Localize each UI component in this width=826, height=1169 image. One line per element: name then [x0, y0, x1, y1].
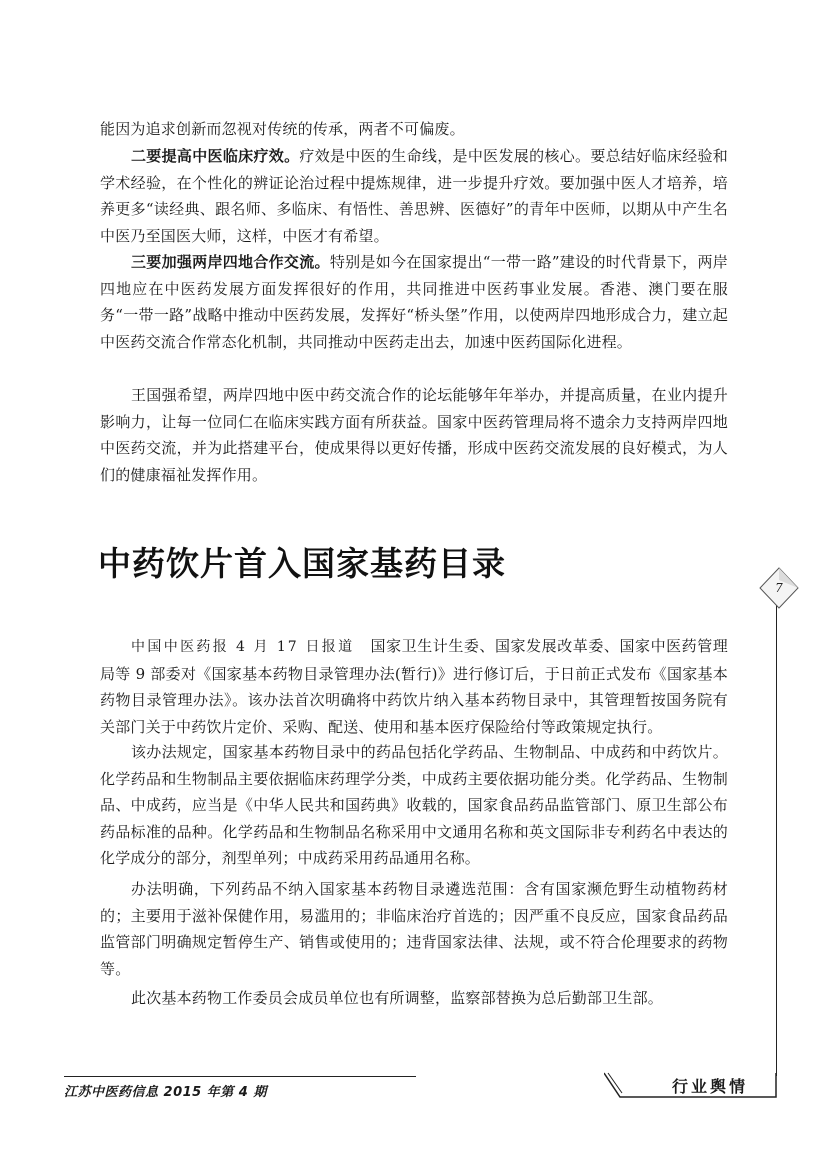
article-paragraph-2: 该办法规定，国家基本药物目录中的药品包括化学药品、生物制品、中成药和中药饮片。化学药品和生物制品主要依据临床药理学分类，中成药主要依据功能分类。化学药品、生物制品、中成药，应当是《中华人民共和国药典》收载的，国家食品药品监管部门、原卫生部公布药品标准的品种。化学药品和生物制品名称采用中文通用名称和英文国际非专利药名中表达的化学成分的部分，剂型单列；中成药采用药品通用名称。: [100, 743, 728, 868]
footer-rule: [64, 1076, 416, 1077]
paragraph-heading: 三要加强两岸四地合作交流。: [131, 253, 330, 271]
paragraph-heading: 二要提高中医临床疗效。: [131, 147, 300, 165]
article-title: 中药饮片首入国家基药目录: [98, 544, 506, 583]
paragraph-continuation: 能因为追求创新而忽视对传统的传承，两者不可偏废。: [100, 120, 465, 138]
paragraph-closing: 王国强希望，两岸四地中医中药交流合作的论坛能够年年举办，并提高质量，在业内提升影响力，让每一位同仁在临床实践方面有所获益。国家中医药管理局将不遗余力支持两岸四地中医药交流，并为此搭建平台，使成果得以更好传播，形成中医药交流发展的良好模式，为人们的健康福祉发挥作用。: [100, 386, 728, 484]
paragraph-clinical-efficacy: [100, 143, 728, 249]
paragraph-cross-strait-exchange: [100, 249, 728, 355]
article-paragraph-1: [100, 633, 728, 740]
section-label: 行业舆情: [672, 1077, 749, 1096]
paragraph-body: 疗效是中医的生命线，是中医发展的核心。要总结好临床经验和学术经验，在个性化的辨证论治过程中提炼规律，进一步提升疗效。要加强中医人才培养，培养更多“读经典、跟名师、多临床、有悟性、善思辨、医德好”的青年中医师，以期从中产生名中医乃至国医大师，这样，中医才有希望。: [100, 147, 729, 245]
paragraph-body: 特别是如今在国家提出“一带一路”建设的时代背景下，两岸四地应在中医药发展方面发挥很好的作用，共同推进中医药事业发展。香港、澳门要在服务“一带一路”战略中推动中医药发展，发挥好“桥头堡”作用，以使两岸四地形成合力，建立起中医药交流合作常态化机制，共同推动中医药走出去，加速中医药国际化进程。: [100, 253, 728, 351]
page-number-badge: [758, 566, 800, 610]
dateline: 中国中医药报 4 月 17 日报道: [131, 639, 355, 655]
article-paragraph-4: 此次基本药物工作委员会成员单位也有所调整，监察部替换为总后勤部卫生部。: [131, 989, 664, 1007]
article-paragraph-3: 办法明确，下列药品不纳入国家基本药物目录遴选范围：含有国家濒危野生动植物药材的；主要用于滋补保健作用，易滥用的；非临床治疗首选的；因严重不良反应，国家食品药品监管部门明确规定暂停生产、销售或使用的；违背国家法律、法规，或不符合伦理要求的药物等。: [100, 880, 728, 978]
margin-rule: [776, 596, 777, 1076]
paragraph-body: 国家卫生计生委、国家发展改革委、国家中医药管理局等 9 部委对《国家基本药物目录管理办法(暂行)》进行修订后，于日前正式发布《国家基本药物目录管理办法》。该办法首次明确将中药饮片纳入基本药物目录中，其管理暂按国务院有关部门关于中药饮片定价、采购、配送、使用和基本医疗保险给付等政策规定执行。: [100, 637, 728, 736]
footer-journal-issue: 江苏中医药信息 2015 年第 4 期: [64, 1085, 267, 1100]
page-number: 7: [775, 581, 783, 595]
